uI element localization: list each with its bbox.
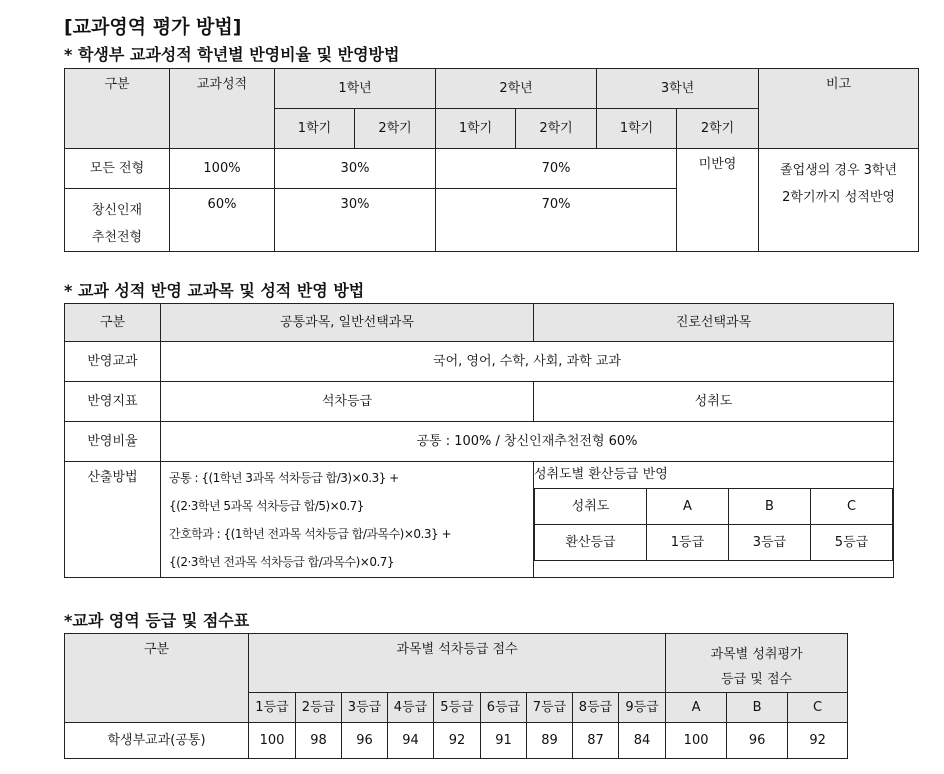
note-line: 졸업생의 경우 3학년	[780, 163, 898, 178]
row-label-line: 창신인재	[91, 203, 143, 218]
calc-line: 간호학과 : {(1학년 전과목 석차등급 합/과목수)×0.3} +	[169, 527, 451, 541]
score-cell: 94	[388, 723, 434, 759]
conv-header: 성취도	[535, 489, 647, 525]
cell-subjects: 국어, 영어, 수학, 사회, 과학 교과	[161, 342, 894, 382]
header-grade-level: 1등급	[249, 693, 296, 723]
cell-year23: 70%	[436, 149, 677, 189]
cell-index-common: 석차등급	[161, 382, 534, 422]
note-line: 2학기까지 성적반영	[782, 190, 895, 205]
conversion-title: 성취도별 환산등급 반영	[534, 467, 668, 482]
header-career: 진로선택과목	[534, 304, 894, 342]
subject-method-table	[64, 303, 894, 578]
cell-grade: 60%	[170, 189, 275, 252]
conv-header: A	[647, 489, 729, 525]
score-cell: 98	[296, 723, 342, 759]
grade-ratio-table	[64, 68, 919, 252]
achievement-score-cell: 100	[666, 723, 727, 759]
header-rank: 과목별 석차등급 점수	[249, 634, 666, 693]
calc-line: {(2·3학년 5과목 석차등급 합/5)×0.7}	[169, 499, 364, 513]
row-label: 반영지표	[65, 382, 161, 422]
header-achievement-level: C	[788, 693, 848, 723]
header-grade-level: 9등급	[619, 693, 666, 723]
section2-heading: * 교과 성적 반영 교과목 및 성적 반영 방법	[64, 281, 365, 300]
score-cell: 100	[249, 723, 296, 759]
row-label: 반영교과	[65, 342, 161, 382]
header-achievement-level: A	[666, 693, 727, 723]
row-label: 반영비율	[65, 422, 161, 462]
header-sem: 2학기	[516, 109, 597, 149]
header-achievement	[666, 634, 848, 693]
cell-calc	[161, 462, 534, 578]
cell-year1: 30%	[275, 149, 436, 189]
conv-cell: 1등급	[647, 525, 729, 561]
conv-header: B	[729, 489, 811, 525]
cell-index-career: 성취도	[534, 382, 894, 422]
row-label	[65, 189, 170, 252]
conv-header: C	[811, 489, 893, 525]
cell-ratio: 공통 : 100% / 창신인재추천전형 60%	[161, 422, 894, 462]
score-table	[64, 633, 848, 759]
header-grade-level: 6등급	[481, 693, 527, 723]
achievement-score-cell: 96	[727, 723, 788, 759]
header-grade-level: 4등급	[388, 693, 434, 723]
header-achievement-level: B	[727, 693, 788, 723]
row-label: 모든 전형	[65, 149, 170, 189]
conv-row-label: 환산등급	[535, 525, 647, 561]
header-sem: 1학기	[597, 109, 677, 149]
header-grade-level: 8등급	[573, 693, 619, 723]
cell-year1: 30%	[275, 189, 436, 252]
header-year3: 3학년	[597, 69, 759, 109]
conv-cell: 5등급	[811, 525, 893, 561]
header-gubun: 구분	[65, 69, 170, 149]
header-common: 공통과목, 일반선택과목	[161, 304, 534, 342]
row-label-line: 추천전형	[91, 230, 143, 245]
score-cell: 84	[619, 723, 666, 759]
score-cell: 91	[481, 723, 527, 759]
score-cell: 89	[527, 723, 573, 759]
cell-excluded: 미반영	[677, 149, 759, 252]
calc-line: {(2·3학년 전과목 석차등급 합/과목수)×0.7}	[169, 555, 395, 569]
header-grade-level: 2등급	[296, 693, 342, 723]
header-gubun: 구분	[65, 634, 249, 723]
row-label: 학생부교과(공통)	[65, 723, 249, 759]
header-grade-level: 7등급	[527, 693, 573, 723]
page-title: [교과영역 평가 방법]	[64, 16, 242, 38]
cell-year23: 70%	[436, 189, 677, 252]
cell-conversion	[534, 462, 894, 578]
cell-note	[759, 149, 919, 252]
header-sem: 1학기	[275, 109, 355, 149]
score-cell: 87	[573, 723, 619, 759]
header-sem: 2학기	[355, 109, 436, 149]
calc-line: 공통 : {(1학년 3과목 석차등급 합/3)×0.3} +	[169, 471, 399, 485]
header-sem: 1학기	[436, 109, 516, 149]
header-achievement-line: 등급 및 점수	[721, 672, 793, 687]
header-year2: 2학년	[436, 69, 597, 109]
conversion-table	[534, 488, 893, 561]
header-year1: 1학년	[275, 69, 436, 109]
header-achievement-line: 과목별 성취평가	[710, 647, 803, 662]
score-cell: 92	[434, 723, 481, 759]
cell-grade: 100%	[170, 149, 275, 189]
header-grade-level: 3등급	[342, 693, 388, 723]
header-grade: 교과성적	[170, 69, 275, 149]
header-grade-level: 5등급	[434, 693, 481, 723]
section3-heading: *교과 영역 등급 및 점수표	[64, 611, 250, 630]
header-sem: 2학기	[677, 109, 759, 149]
header-gubun: 구분	[65, 304, 161, 342]
achievement-score-cell: 92	[788, 723, 848, 759]
section1-heading: * 학생부 교과성적 학년별 반영비율 및 반영방법	[64, 45, 400, 64]
header-note: 비고	[759, 69, 919, 149]
score-cell: 96	[342, 723, 388, 759]
conv-cell: 3등급	[729, 525, 811, 561]
row-label: 산출방법	[65, 462, 161, 578]
